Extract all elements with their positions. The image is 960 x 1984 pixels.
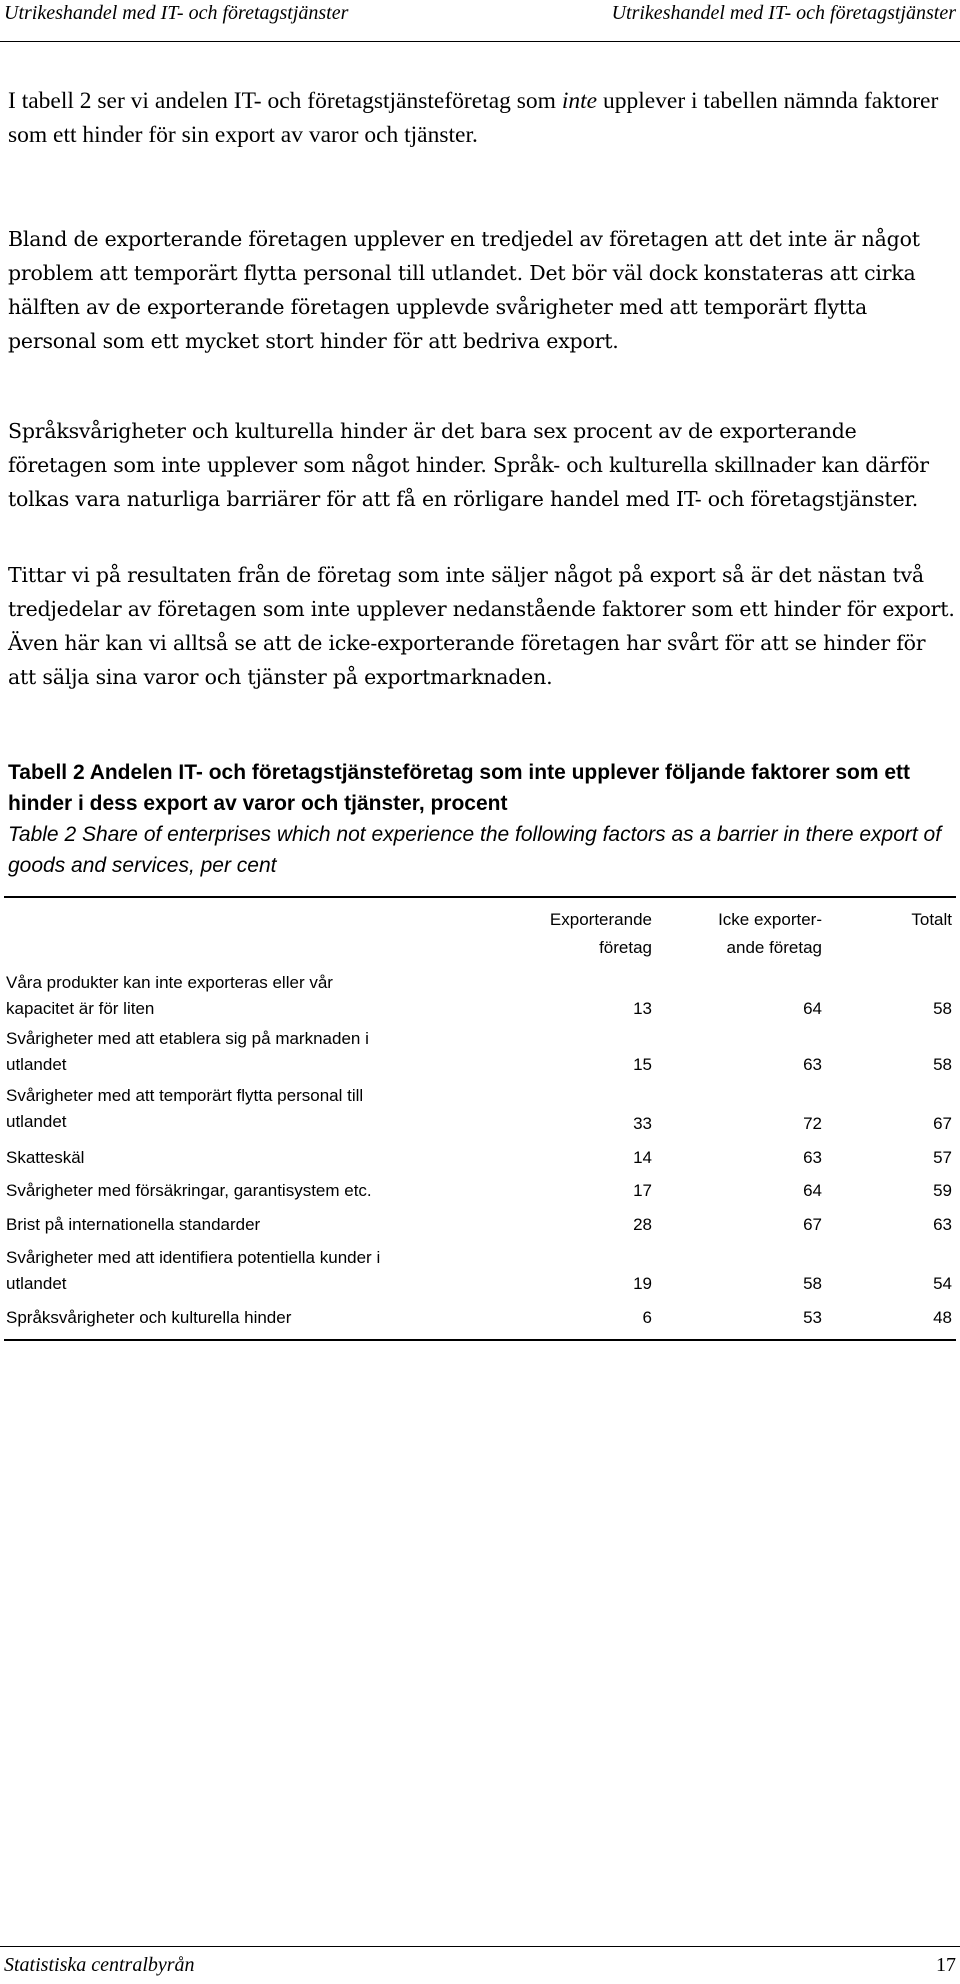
cell-total: 54 <box>933 1274 952 1293</box>
caption-swedish: Tabell 2 Andelen IT- och företagstjänsteföretag som inte upplever följande faktorer som ett hinder i dess export av varor och tjänster, procent <box>8 761 911 815</box>
cell-non-exporting: 72 <box>803 1114 822 1133</box>
cell-total: 57 <box>933 1148 952 1167</box>
table-row-label: Svårigheter med att identifiera potentiella kunder i utlandet <box>6 1248 381 1293</box>
paragraph-1-text-a: I tabell 2 ser vi andelen IT- och företagstjänsteföretag som <box>8 88 562 114</box>
cell-non-exporting: 63 <box>803 1148 822 1167</box>
cell-exporting: 13 <box>633 999 652 1018</box>
cell-non-exporting: 63 <box>803 1055 822 1074</box>
cell-exporting: 33 <box>633 1114 652 1133</box>
table-row-label: Svårigheter med att etablera sig på marknaden i utlandet <box>6 1029 369 1074</box>
cell-exporting: 14 <box>633 1148 652 1167</box>
page-number: 17 <box>936 1954 956 1976</box>
cell-non-exporting: 64 <box>803 1181 822 1200</box>
page-header <box>0 0 960 44</box>
cell-non-exporting: 67 <box>803 1215 822 1234</box>
cell-exporting: 15 <box>633 1055 652 1074</box>
table-top-rule <box>4 896 956 898</box>
table-row-label: Svårigheter med att temporärt flytta personal till utlandet <box>6 1086 364 1131</box>
table-row-label: Skatteskäl <box>6 1148 85 1167</box>
cell-total: 67 <box>933 1114 952 1133</box>
table-row-label: Våra produkter kan inte exporteras eller vår kapacitet är för liten <box>6 973 333 1018</box>
cell-total: 58 <box>933 999 952 1018</box>
footer-rule <box>0 1946 960 1947</box>
header-title-left: Utrikeshandel med IT- och företagstjänster <box>4 2 349 24</box>
paragraph-3: Språksvårigheter och kulturella hinder är det bara sex procent av de exporterande företagen som inte upplever som något hinder. Språk- och kulturella skillnader kan därför tolkas vara naturliga barriärer för att få en rörligare handel med IT- och företagstjänster. <box>8 419 929 511</box>
paragraph-4: Tittar vi på resultaten från de företag som inte säljer något på export så är det nästan två tredjedelar av företagen som inte upplever nedanstående faktorer som ett hinder för export. Även här kan vi alltså se att de icke-exporterande företagen har svårt för att se hinder för att sälja sina varor och tjänster på exportmarknaden. <box>8 563 955 689</box>
cell-exporting: 17 <box>633 1181 652 1200</box>
cell-exporting: 28 <box>633 1215 652 1234</box>
table-row-label: Brist på internationella standarder <box>6 1215 261 1234</box>
header-rule <box>0 41 960 42</box>
table-bottom-rule <box>4 1339 956 1341</box>
cell-exporting: 6 <box>642 1308 652 1327</box>
cell-non-exporting: 58 <box>803 1274 822 1293</box>
table-row-label: Språksvårigheter och kulturella hinder <box>6 1308 292 1327</box>
cell-total: 63 <box>933 1215 952 1234</box>
paragraph-2: Bland de exporterande företagen upplever en tredjedel av företagen att det inte är något problem att temporärt flytta personal till utlandet. Det bör väl dock konstateras att cirka hälften av de exporterande företagen upplevde svårigheter med att temporärt flytta personal som ett mycket stort hinder för att bedriva export. <box>8 227 920 353</box>
caption-english: Table 2 Share of enterprises which not experience the following factors as a barrier in there export of goods and services, per cent <box>8 823 942 877</box>
cell-non-exporting: 53 <box>803 1308 822 1327</box>
cell-non-exporting: 64 <box>803 999 822 1018</box>
cell-total: 48 <box>933 1308 952 1327</box>
column-header-exporting: Exporterande företag <box>549 910 652 957</box>
table-caption <box>8 757 958 881</box>
paragraph-1-emphasis: inte <box>561 88 598 114</box>
cell-total: 59 <box>933 1181 952 1200</box>
table-row-label: Svårigheter med försäkringar, garantisystem etc. <box>6 1181 372 1200</box>
paragraph-1-text-b: upplever i tabellen nämnda faktorer som ett hinder för sin export av varor och tjänster. <box>8 88 939 148</box>
header-title-right: Utrikeshandel med IT- och företagstjänster <box>611 2 956 24</box>
column-header-total: Totalt <box>911 910 952 929</box>
paragraph-1 <box>8 84 958 152</box>
column-header-non-exporting: Icke exporter- ande företag <box>718 910 822 957</box>
cell-exporting: 19 <box>633 1274 652 1293</box>
page-footer <box>0 1946 960 1984</box>
footer-publisher: Statistiska centralbyrån <box>4 1954 195 1976</box>
cell-total: 58 <box>933 1055 952 1074</box>
